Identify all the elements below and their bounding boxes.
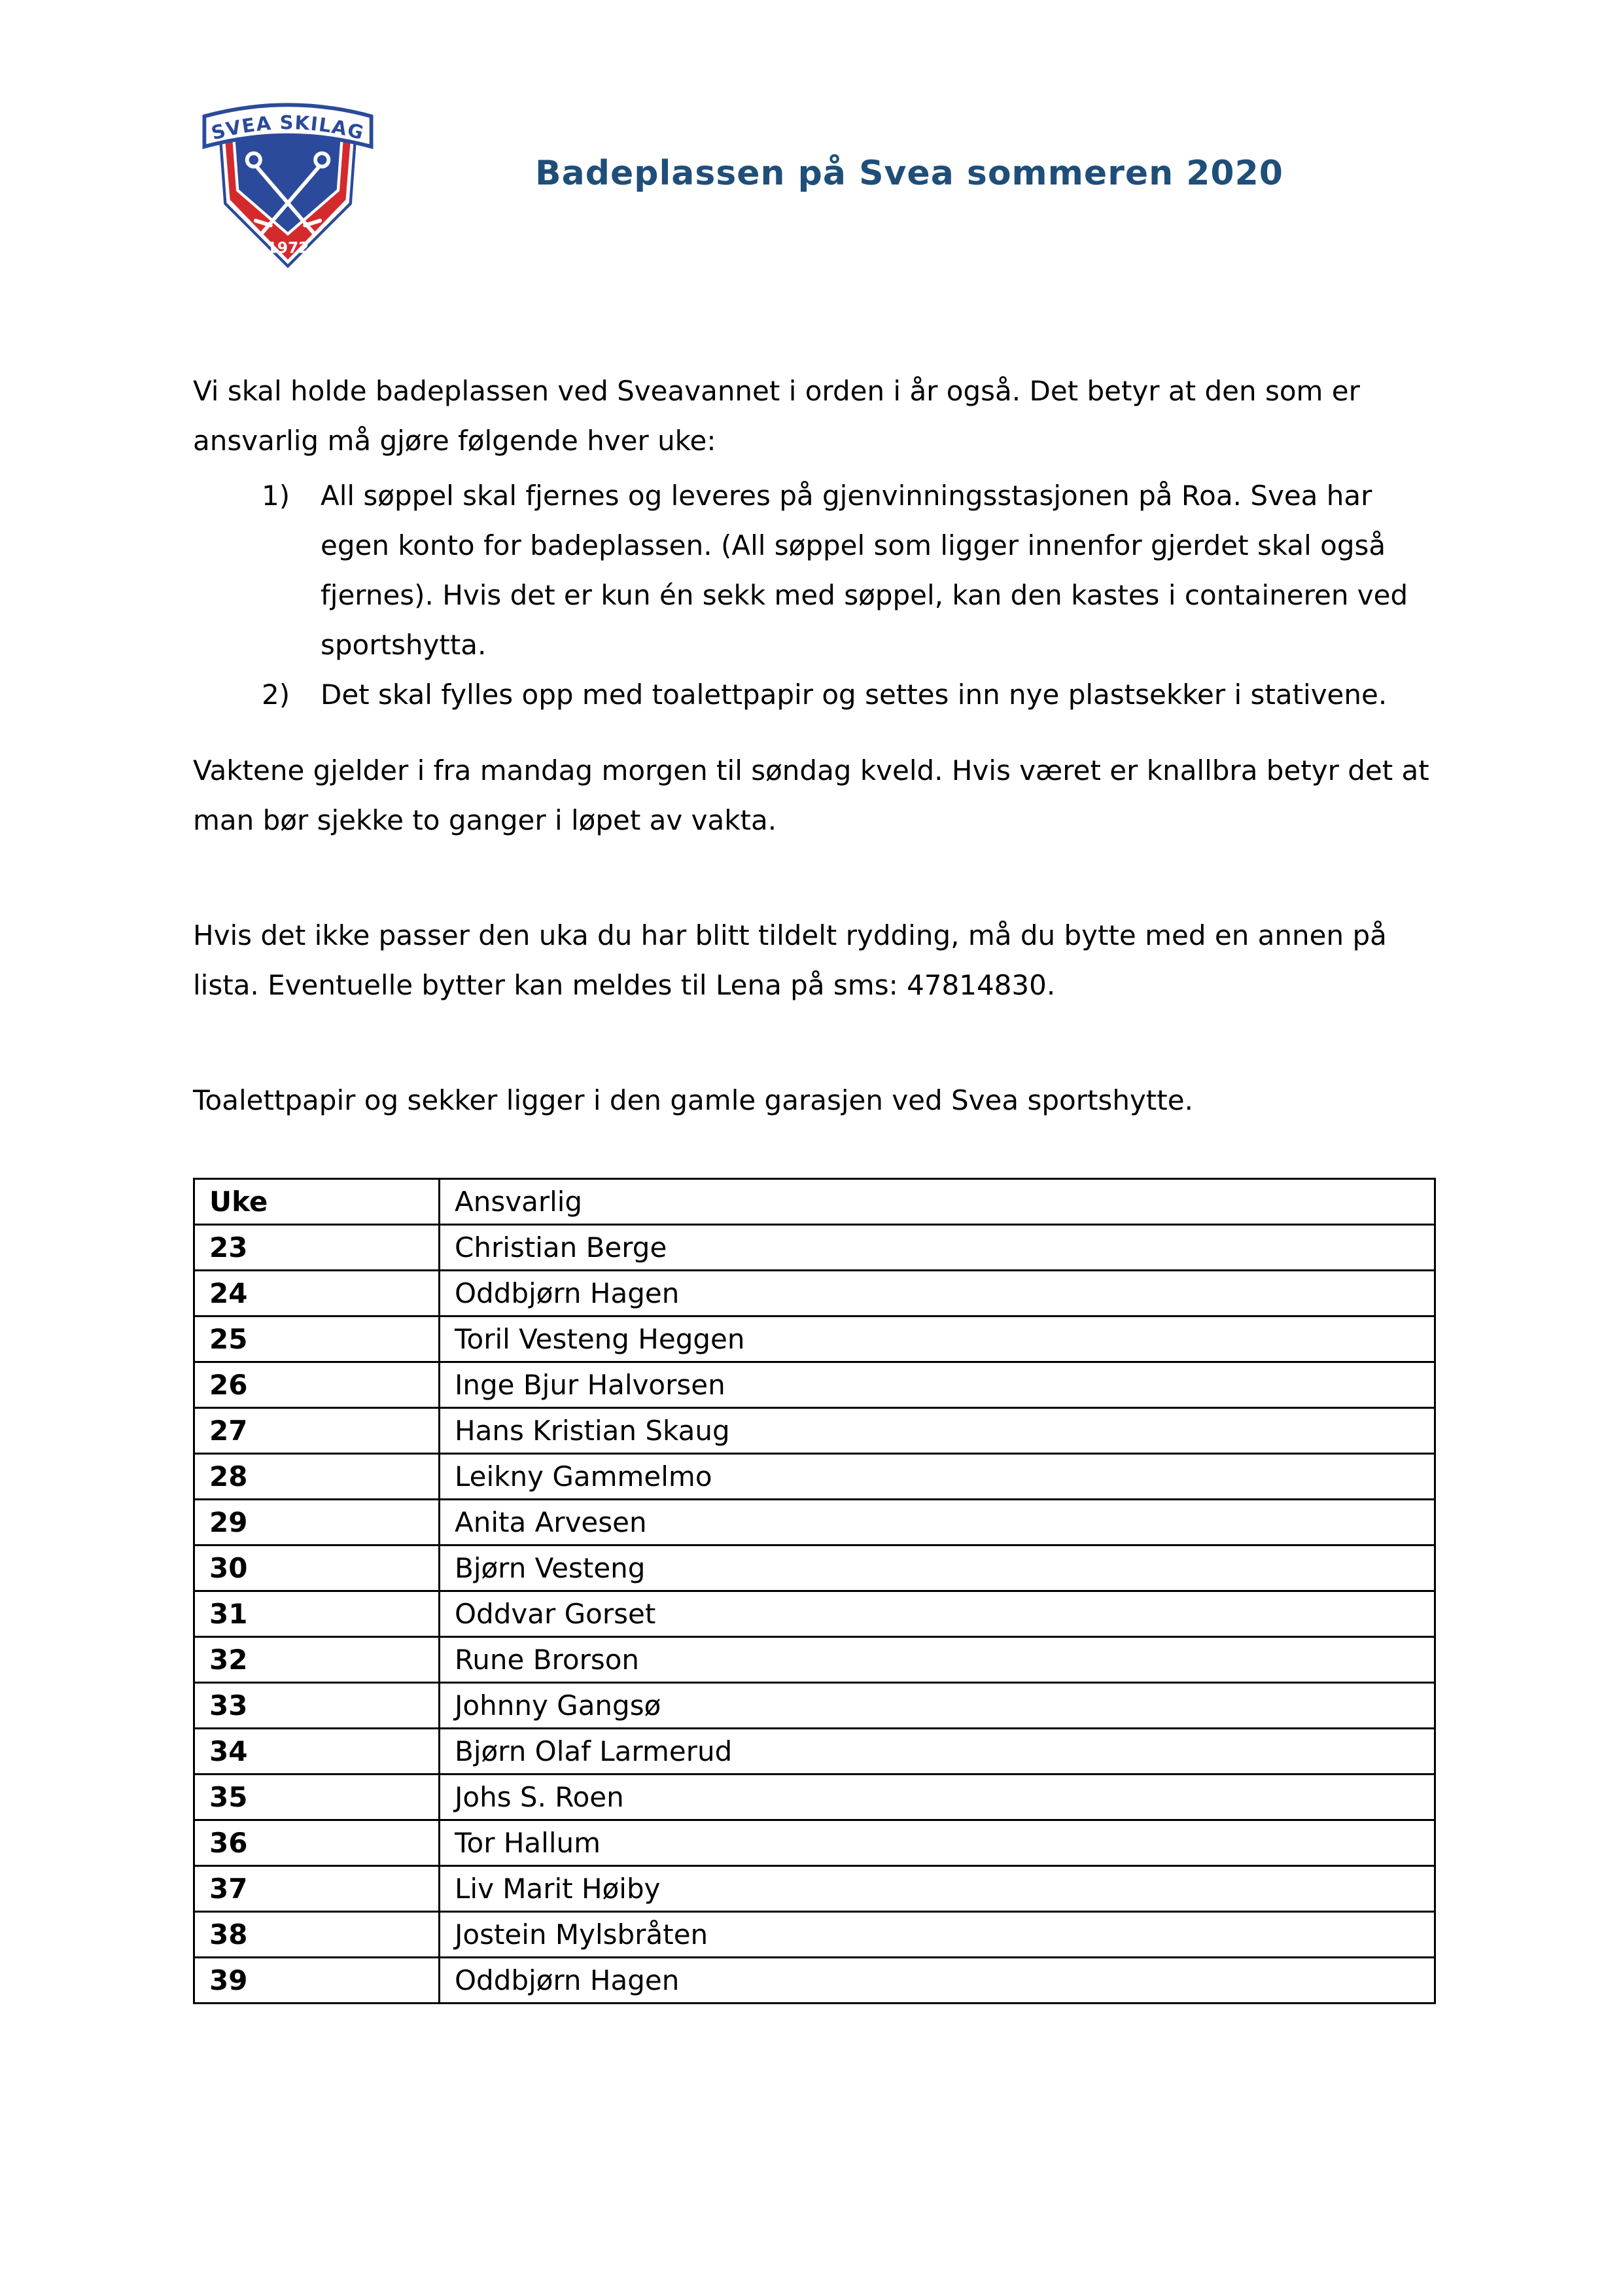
responsible-cell: Anita Arvesen xyxy=(440,1500,1435,1545)
responsible-cell: Christian Berge xyxy=(440,1225,1435,1271)
week-cell: 27 xyxy=(194,1408,440,1454)
week-cell: 33 xyxy=(194,1683,440,1729)
responsible-cell: Leikny Gammelmo xyxy=(440,1454,1435,1500)
logo-banner-text: SVEA SKILAG xyxy=(209,111,367,145)
table-row xyxy=(194,1866,1435,1912)
responsible-cell: Rune Brorson xyxy=(440,1637,1435,1683)
table-row xyxy=(194,1775,1435,1820)
list-item-text: All søppel skal fjernes og leveres på gjenvinningsstasjonen på Roa. Svea har egen konto for badeplassen. (All søppel som ligger innenfor gjerdet skal også fjernes). Hvis det er kun én sekk med søppel, kan den kastes i containeren ved sportshytta. xyxy=(321,480,1408,661)
responsible-cell: Oddbjørn Hagen xyxy=(440,1271,1435,1316)
week-cell: 36 xyxy=(194,1820,440,1866)
responsible-cell: Liv Marit Høiby xyxy=(440,1866,1435,1912)
svea-skilag-logo-icon xyxy=(193,92,383,281)
list-item-marker: 1) xyxy=(262,480,290,512)
document-header xyxy=(193,92,1436,288)
responsible-cell: Johnny Gangsø xyxy=(440,1683,1435,1729)
list-item-text: Det skal fylles opp med toalettpapir og settes inn nye plastsekker i stativene. xyxy=(321,679,1387,711)
table-row xyxy=(194,1591,1435,1637)
table-row xyxy=(194,1408,1435,1454)
week-cell: 35 xyxy=(194,1775,440,1820)
responsible-cell: Jostein Mylsbråten xyxy=(440,1912,1435,1958)
responsible-cell: Oddbjørn Hagen xyxy=(440,1958,1435,2004)
week-cell: 32 xyxy=(194,1637,440,1683)
table-row xyxy=(194,1637,1435,1683)
responsible-cell: Tor Hallum xyxy=(440,1820,1435,1866)
week-cell: 25 xyxy=(194,1316,440,1362)
table-header-uke: Uke xyxy=(194,1179,440,1225)
week-cell: 28 xyxy=(194,1454,440,1500)
responsible-cell: Toril Vesteng Heggen xyxy=(440,1316,1435,1362)
table-header-ansvarlig: Ansvarlig xyxy=(440,1179,1435,1225)
table-row xyxy=(194,1820,1435,1866)
responsible-cell: Oddvar Gorset xyxy=(440,1591,1435,1637)
week-cell: 38 xyxy=(194,1912,440,1958)
week-cell: 26 xyxy=(194,1362,440,1408)
table-row xyxy=(194,1316,1435,1362)
list-item xyxy=(193,471,1436,670)
page-title: Badeplassen på Svea sommeren 2020 xyxy=(535,154,1283,193)
duties-list xyxy=(193,471,1436,720)
week-cell: 23 xyxy=(194,1225,440,1271)
table-row xyxy=(194,1958,1435,2004)
title-wrap xyxy=(383,92,1436,255)
week-cell: 31 xyxy=(194,1591,440,1637)
schedule-table-head xyxy=(194,1179,1435,1225)
supplies-location-paragraph: Toalettpapir og sekker ligger i den gamle garasjen ved Svea sportshytte. xyxy=(193,1084,1193,1116)
swap-info-paragraph: Hvis det ikke passer den uka du har blitt tildelt rydding, må du bytte med en annen på lista. Eventuelle bytter kan meldes til Lena på sms: 47814830. xyxy=(193,919,1387,1001)
responsible-cell: Inge Bjur Halvorsen xyxy=(440,1362,1435,1408)
table-row xyxy=(194,1454,1435,1500)
week-cell: 24 xyxy=(194,1271,440,1316)
table-row xyxy=(194,1271,1435,1316)
responsible-cell: Hans Kristian Skaug xyxy=(440,1408,1435,1454)
week-cell: 30 xyxy=(194,1545,440,1591)
table-header-row xyxy=(194,1179,1435,1225)
schedule-table-body xyxy=(194,1225,1435,2004)
list-item-marker: 2) xyxy=(262,679,290,711)
responsible-cell: Bjørn Olaf Larmerud xyxy=(440,1729,1435,1775)
intro-paragraph: Vi skal holde badeplassen ved Sveavannet i orden i år også. Det betyr at den som er ansvarlig må gjøre følgende hver uke: xyxy=(193,375,1360,457)
logo-year: 1972 xyxy=(266,239,309,257)
week-cell: 29 xyxy=(194,1500,440,1545)
table-row xyxy=(194,1545,1435,1591)
table-row xyxy=(194,1500,1435,1545)
table-row xyxy=(194,1683,1435,1729)
table-row xyxy=(194,1912,1435,1958)
table-row xyxy=(194,1362,1435,1408)
responsible-cell: Bjørn Vesteng xyxy=(440,1545,1435,1591)
list-item xyxy=(193,670,1436,720)
responsible-cell: Johs S. Roen xyxy=(440,1775,1435,1820)
table-row xyxy=(194,1729,1435,1775)
week-cell: 37 xyxy=(194,1866,440,1912)
week-cell: 34 xyxy=(194,1729,440,1775)
schedule-table xyxy=(193,1178,1436,2004)
table-row xyxy=(194,1225,1435,1271)
week-cell: 39 xyxy=(194,1958,440,2004)
shift-rules-paragraph: Vaktene gjelder i fra mandag morgen til søndag kveld. Hvis været er knallbra betyr det at man bør sjekke to ganger i løpet av vakta. xyxy=(193,754,1429,836)
